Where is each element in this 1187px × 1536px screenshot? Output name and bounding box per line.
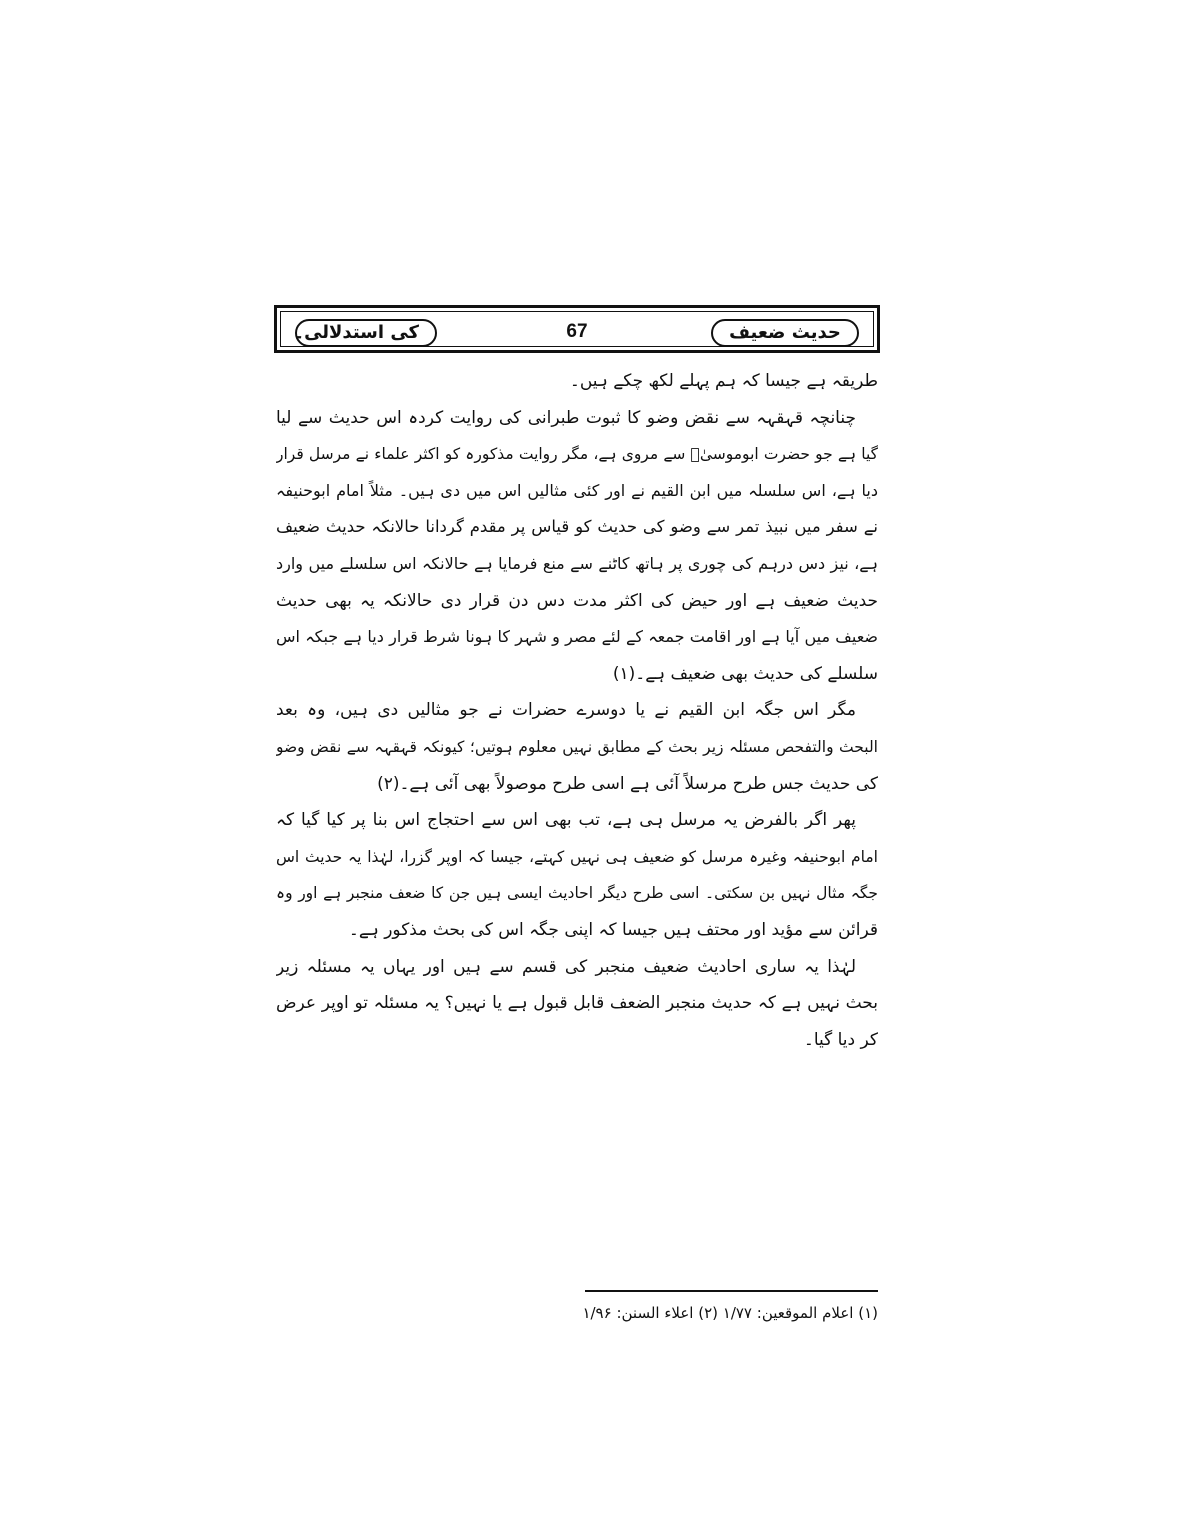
page-header-inner-border [280, 311, 874, 347]
header-book-title: حدیث ضعیف [711, 319, 859, 347]
text-line: نے سفر میں نبیذ تمر سے وضو کی حدیث کو قیاس پر مقدم گردانا حالانکہ حدیث ضعیف [276, 517, 878, 537]
text-line: مگر اس جگہ ابن القیم نے یا دوسرے حضرات نے جو مثالیں دی ہیں، وہ بعد [276, 700, 856, 721]
page-number: 67 [566, 321, 588, 342]
text-line: دیا ہے، اس سلسلہ میں ابن القیم نے اور کئی مثالیں اس میں دی ہیں۔ مثلاً امام ابوحنیفہ [276, 480, 878, 500]
text-line: بحث نہیں ہے کہ حدیث منجبر الضعف قابل قبول ہے یا نہیں؟ یہ مسئلہ تو اوپر عرض [276, 993, 878, 1014]
text-line: چنانچہ قہقہہ سے نقض وضو کا ثبوت طبرانی کی روایت کردہ اس حدیث سے لیا [276, 407, 856, 428]
header-chapter-title: کی استدلالی۔ [295, 319, 437, 347]
text-line: لہٰذا یہ ساری احادیث ضعیف منجبر کی قسم سے ہیں اور یہاں یہ مسئلہ زیر [276, 956, 856, 977]
text-line: سلسلے کی حدیث بھی ضعیف ہے۔(۱) [612, 663, 878, 684]
text-line: کر دیا گیا۔ [803, 1029, 878, 1050]
page-header [274, 305, 880, 353]
text-line: پھر اگر بالفرض یہ مرسل ہی ہے، تب بھی اس سے احتجاج اس بنا پر کیا گیا کہ [276, 810, 856, 831]
footnote: (۱) اعلام الموقعین: ۱/۷۷ (۲) اعلاء السنن: ۱/۹۶ [582, 1304, 878, 1322]
body-text [276, 363, 878, 1058]
text-line: طریقہ ہے جیسا کہ ہم پہلے لکھ چکے ہیں۔ [569, 371, 878, 391]
text-line: گیا ہے جو حضرت ابوموسیٰؓ سے مروی ہے، مگر روایت مذکورہ کو اکثر علماء نے مرسل قرار [276, 445, 878, 464]
text-line: کی حدیث جس طرح مرسلاً آئی ہے اسی طرح موصولاً بھی آئی ہے۔(۲) [377, 773, 878, 794]
text-line: ضعیف میں آیا ہے اور اقامت جمعہ کے لئے مصر و شہر کا ہونا شرط قرار دیا ہے جبکہ اس [276, 627, 878, 647]
text-line: قرائن سے مؤید اور محتف ہیں جیسا کہ اپنی جگہ اس کی بحث مذکور ہے۔ [348, 919, 878, 940]
text-line: حدیث ضعیف ہے اور حیض کی اکثر مدت دس دن قرار دی حالانکہ یہ بھی حدیث [276, 590, 878, 611]
text-line: جگہ مثال نہیں بن سکتی۔ اسی طرح دیگر احادیث ایسی ہیں جن کا ضعف منجبر ہے اور وہ [276, 884, 878, 903]
footnote-divider [585, 1290, 878, 1292]
text-line: ہے، نیز دس درہم کی چوری پر ہاتھ کاٹنے سے منع فرمایا ہے حالانکہ اس سلسلے میں وارد [276, 553, 878, 573]
text-line: البحث والتفحص مسئلہ زیر بحث کے مطابق نہیں معلوم ہوتیں؛ کیونکہ قہقہہ سے نقض وضو [276, 737, 878, 756]
text-line: امام ابوحنیفہ وغیرہ مرسل کو ضعیف ہی نہیں کہتے، جیسا کہ اوپر گزرا، لہٰذا یہ حدیث اس [276, 847, 878, 866]
